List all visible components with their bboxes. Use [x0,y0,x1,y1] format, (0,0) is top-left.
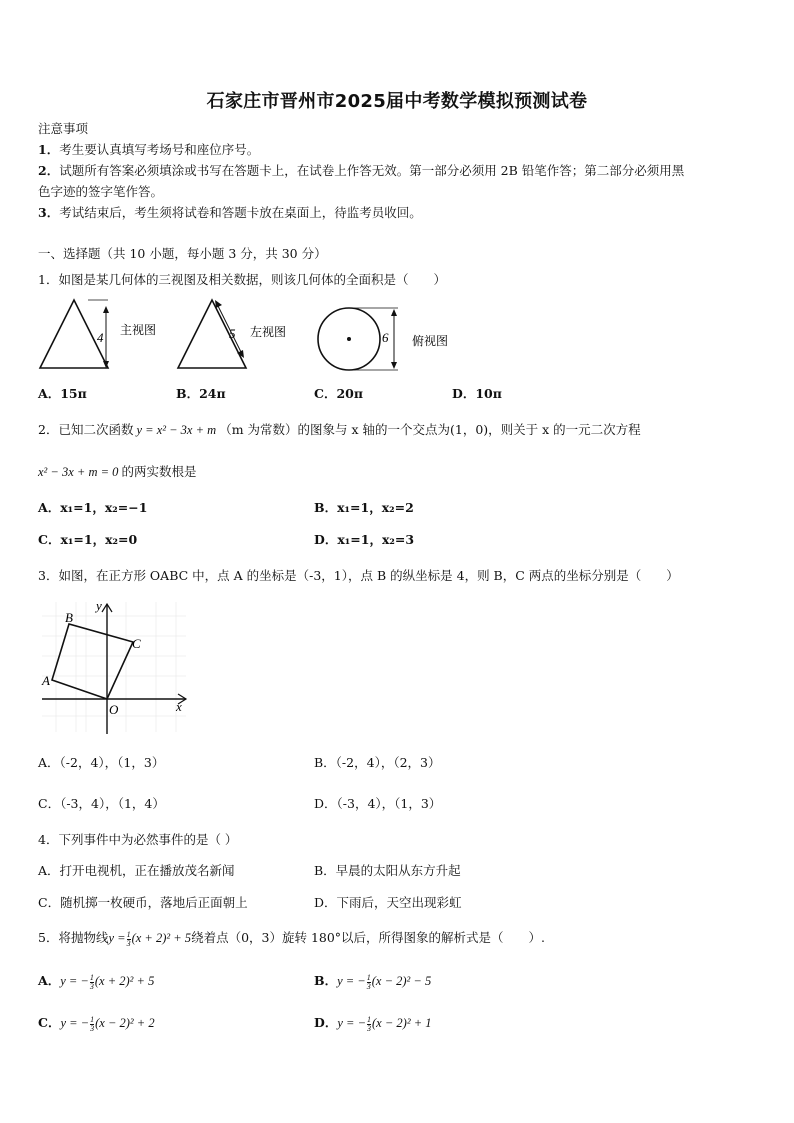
notice-item-3: 3．考试结束后，考生须将试卷和答题卡放在桌面上，待监考员收回。 [38,205,422,220]
q1-option-d: D．10π [452,386,502,401]
notice-item-1: 1．考生要认真填写考场号和座位序号。 [38,142,260,157]
q3-option-c: C．（-3，4），（1，4） [38,796,165,811]
q5-function: y = $\frac{1}{3}$ (x + 2)² + 5 [108,929,192,948]
q3-option-b: B．（-2，4），（2，3） [314,755,441,770]
top-dim-label: 6 [382,330,389,345]
q3-option-d: D．（-3，4），（1，3） [314,796,442,811]
q3-square-figure [36,596,196,736]
q1-option-b: B．24π [176,386,226,401]
q3-option-a: A．（-2，4），（1，3） [38,755,165,770]
notice-item-2: 2．试题所有答案必须填涂或书写在答题卡上，在试卷上作答无效。第一部分必须用 2B 铅笔作答；第二部分必须用黑 [38,163,685,178]
q1-stem: 1．如图是某几何体的三视图及相关数据，则该几何体的全面积是（ ） [38,272,446,287]
q2-stem-line1: 2．已知二次函数 y = x² − 3x + m （m 为常数）的图象与 x 轴的一个交点为(1，0)，则关于 x 的一元二次方程 [38,422,641,437]
q2-option-c: C．x₁=1，x₂=0 [38,532,138,547]
q2-function: y = x² − 3x + m [136,423,217,437]
notice-heading: 注意事项 [38,121,89,136]
q5-option-c: C．y = − $\frac{1}{3}$ (x − 2)² + 2 [38,1014,155,1033]
q5-option-a: A．y = − $\frac{1}{3}$ (x + 2)² + 5 [38,972,155,991]
q2-option-a: A．x₁=1，x₂=−1 [38,500,148,515]
page-title: 石家庄市晋州市2025届中考数学模拟预测试卷 [206,91,588,112]
q3-stem: 3．如图，在正方形 OABC 中，点 A 的坐标是（-3，1），点 B 的纵坐标是 4，则 B，C 两点的坐标分别是（ ） [38,568,679,583]
point-a-label: A [42,673,50,688]
q5-option-d: D．y = − $\frac{1}{3}$ (x − 2)² + 1 [314,1014,432,1033]
q2-option-b: B．x₁=1，x₂=2 [314,500,414,515]
left-view-label: 左视图 [250,325,287,339]
q2-stem-line2: x² − 3x + m = 0 的两实数根是 [38,464,197,479]
origin-label: O [109,702,119,717]
q2-option-d: D．x₁=1，x₂=3 [314,532,415,547]
left-dim-label: 5 [229,326,236,341]
top-view [318,308,448,370]
left-view [178,300,286,368]
q1-three-views-figure [36,296,456,376]
q1-option-c: C．20π [314,386,363,401]
front-dim-label: 4 [97,330,104,345]
point-c-label: C [132,636,141,651]
q5-stem: 5．将抛物线y = $\frac{1}{3}$ (x + 2)² + 5绕着点（0，3）旋转 180°以后，所得图象的解析式是（ ）. [38,929,546,948]
q4-option-c: C．随机掷一枚硬币，落地后正面朝上 [38,895,248,910]
q4-stem: 4．下列事件中为必然事件的是（ ） [38,832,238,847]
front-view-label: 主视图 [120,323,157,337]
front-view [40,300,156,368]
section-heading: 一、选择题（共 10 小题，每小题 3 分，共 30 分） [38,246,327,261]
q2-equation: x² − 3x + m = 0 [38,465,119,479]
x-axis-label: x [176,699,182,714]
notice-item-2-cont: 色字迹的签字笔作答。 [38,184,164,199]
top-view-label: 俯视图 [412,334,449,348]
y-axis-label: y [96,598,102,613]
q4-option-b: B．早晨的太阳从东方升起 [314,863,461,878]
square-oabc [52,624,133,699]
q4-option-d: D．下雨后，天空出现彩虹 [314,895,462,910]
q4-option-a: A．打开电视机，正在播放茂名新闻 [38,863,235,878]
q5-option-b: B．y = − $\frac{1}{3}$ (x − 2)² − 5 [314,972,432,991]
q1-option-a: A．15π [38,386,87,401]
point-b-label: B [65,610,73,625]
